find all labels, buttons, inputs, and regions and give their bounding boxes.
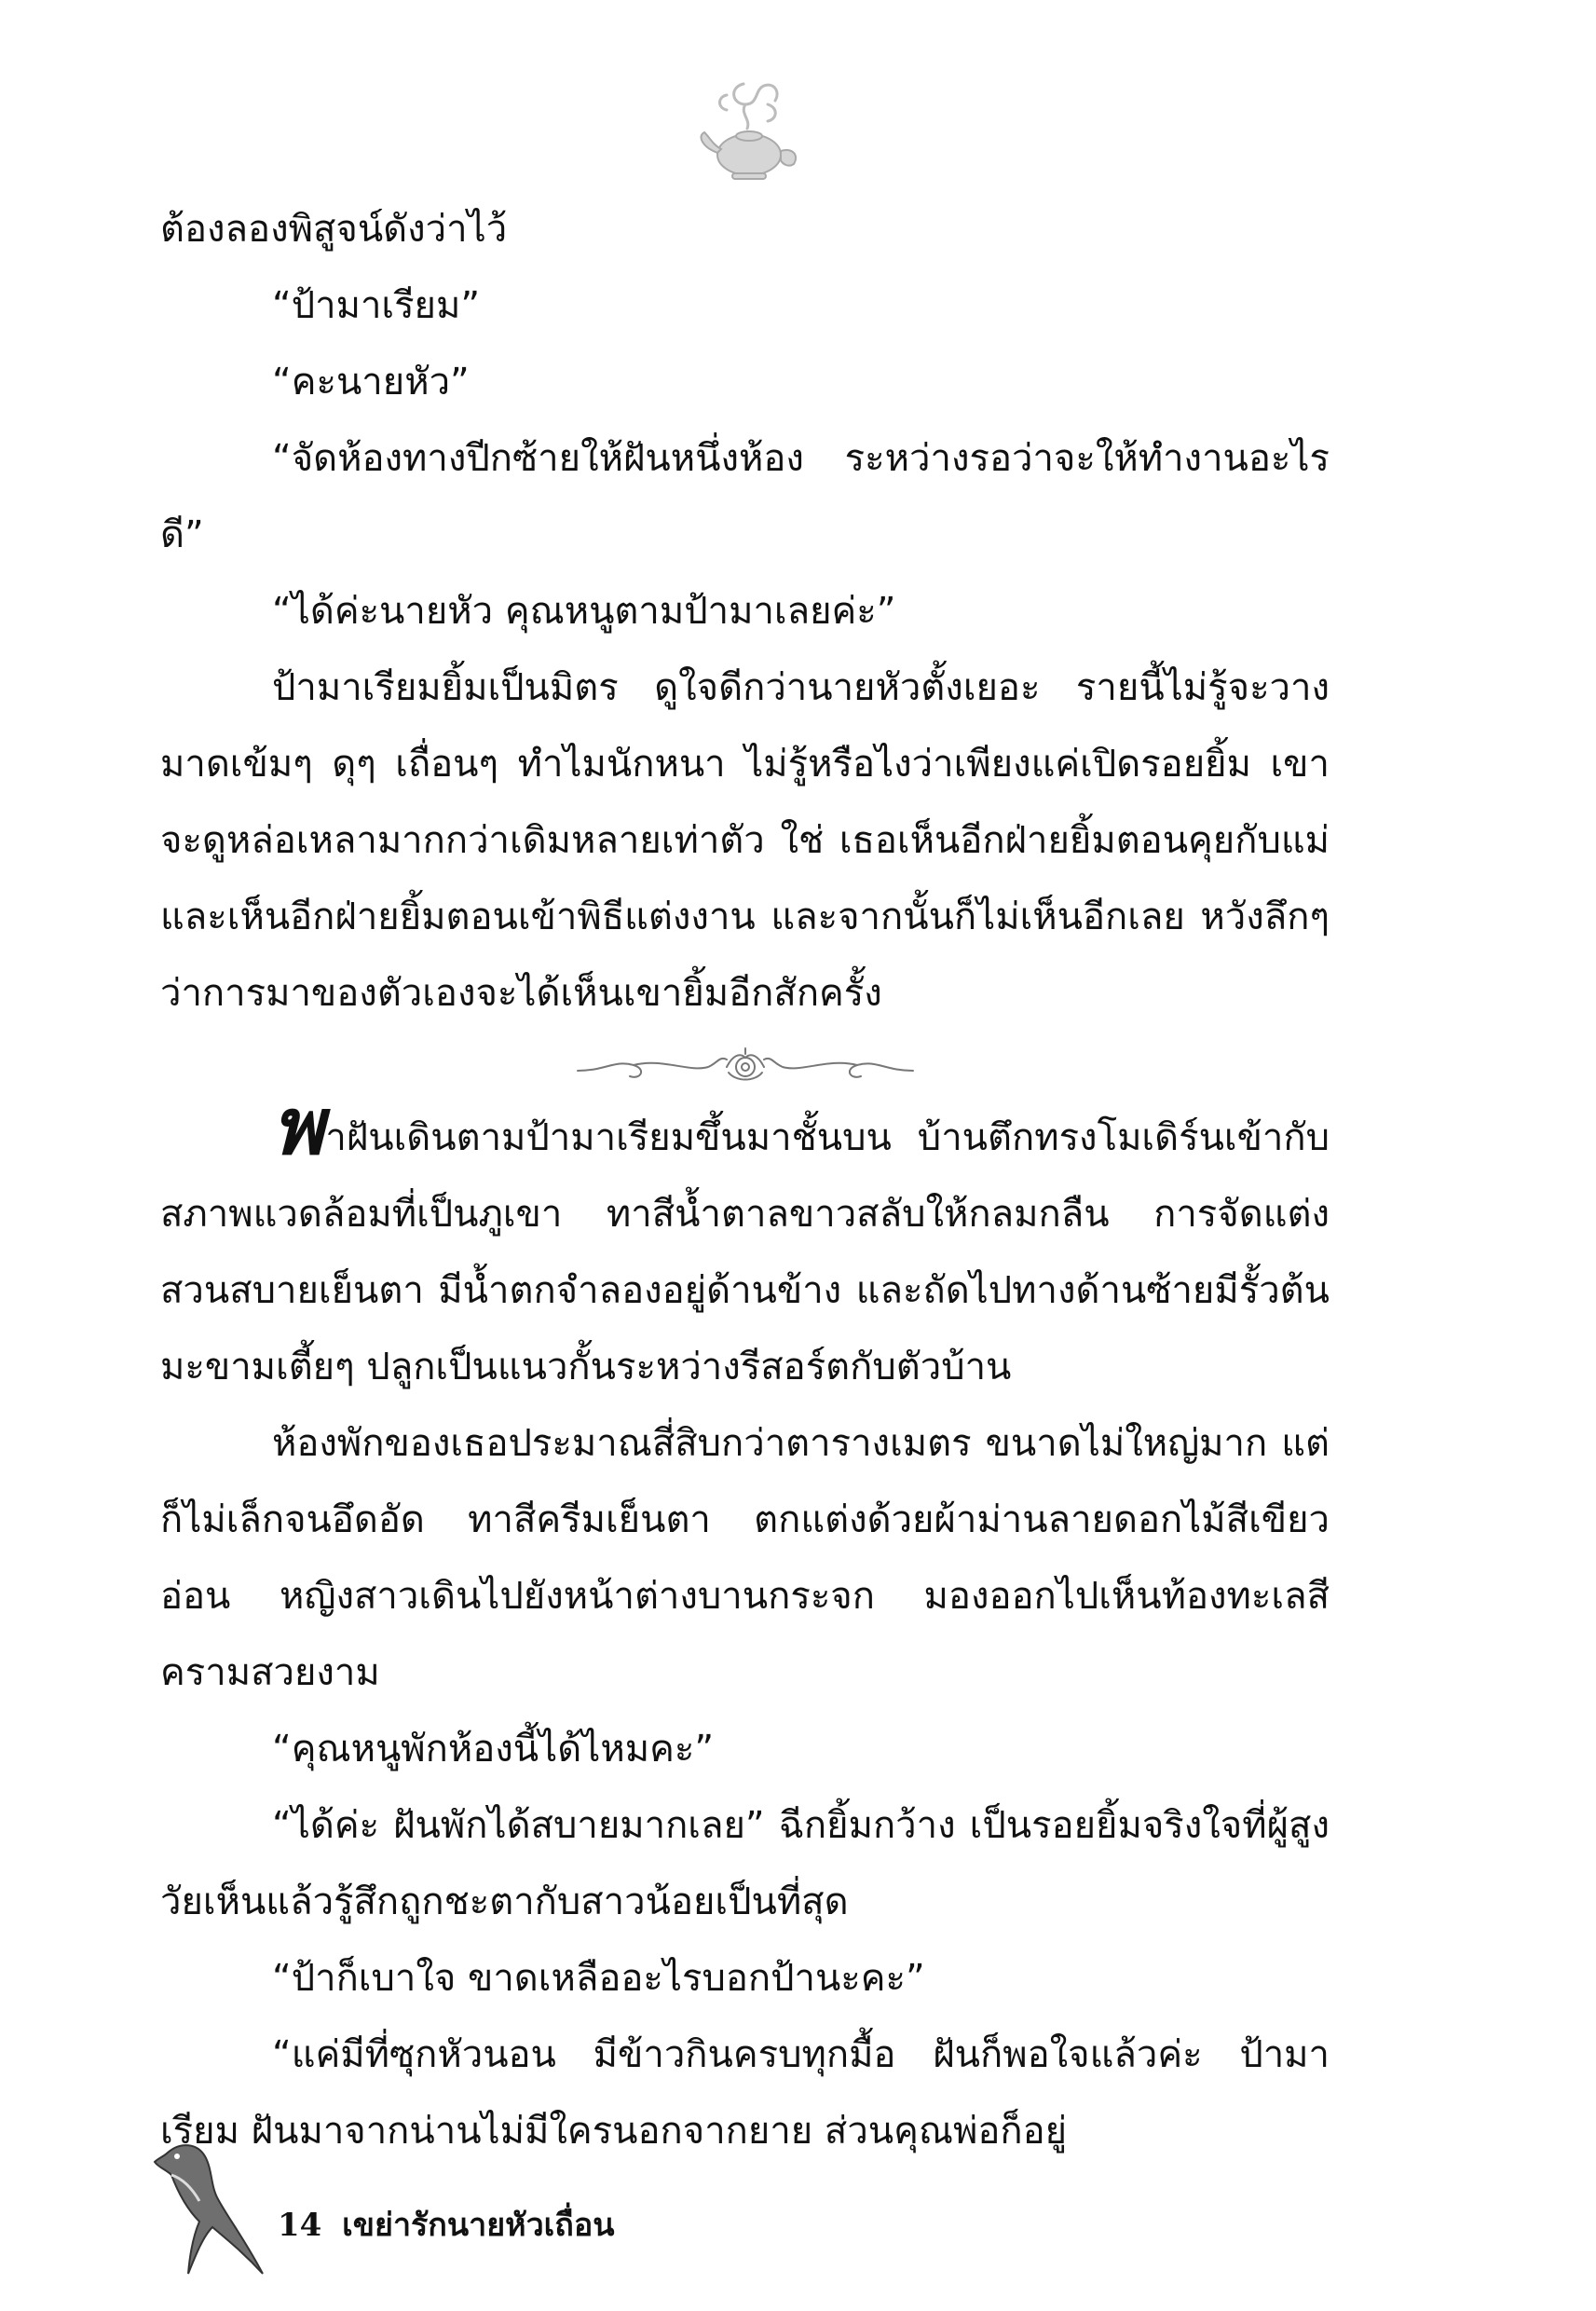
page-number: 14 <box>278 2207 322 2244</box>
paragraph <box>160 1080 1330 1405</box>
drop-cap: พ <box>272 1080 324 1172</box>
teapot-genie-icon <box>689 76 811 198</box>
paragraph: “คุณหนูพักห้องนี้ได้ไหมคะ” <box>272 1728 715 1771</box>
swallow-bird-icon <box>140 2134 280 2283</box>
page-footer <box>140 2134 978 2283</box>
paragraph: ห้องพักของเธอประมาณสี่สิบกว่าตารางเมตร ขนาดไม่ใหญ่มาก แต่ก็ไม่เล็กจนอึดอัด ทาสีครีมเย็นตา ตกแต่งด้วยผ้าม่านลายดอกไม้สีเขียวอ่อน หญิงสาวเดินไปยังหน้าต่างบานกระจก มองออกไปเห็นท้องทะเลสีครามสวยงาม <box>160 1422 1330 1694</box>
paragraph: “ได้ค่ะนายหัว คุณหนูตามป้ามาเลยค่ะ” <box>272 590 896 633</box>
paragraph-text: าฝันเดินตามป้ามาเรียมขึ้นมาชั้นบน บ้านตึกทรงโมเดิร์นเข้ากับสภาพแวดล้อมที่เป็นภูเขา ทาสีน้ำตาลขาวสลับให้กลมกลืน การจัดแต่งสวนสบายเย็นตา มีน้ำตกจำลองอยู่ด้านข้าง และถัดไปทางด้านซ้ายมีรั้วต้นมะขามเตี้ยๆ ปลูกเป็นแนวกั้นระหว่างรีสอร์ตกับตัวบ้าน <box>160 1116 1330 1388</box>
body-text <box>160 191 1330 2169</box>
paragraph: “คะนายหัว” <box>272 361 470 403</box>
section-opening <box>160 1080 1330 1405</box>
floral-divider-icon <box>568 1039 922 1095</box>
paragraph: ป้ามาเรียมยิ้มเป็นมิตร ดูใจดีกว่านายหัวตั้งเยอะ รายนี้ไม่รู้จะวางมาดเข้มๆ ดุๆ เถื่อนๆ ทำไมนักหนา ไม่รู้หรือไงว่าเพียงแค่เปิดรอยยิ้ม เขาจะดูหล่อเหลามากกว่าเดิมหลายเท่าตัว ใช่ เธอเห็นอีกฝ่ายยิ้มตอนคุยกับแม่ และเห็นอีกฝ่ายยิ้มตอนเข้าพิธีแต่งงาน และจากนั้นก็ไม่เห็นอีกเลย หวังลึกๆ ว่าการมาของตัวเองจะได้เห็นเขายิ้มอีกสักครั้ง <box>160 666 1330 1015</box>
paragraph: “จัดห้องทางปีกซ้ายให้ฝันหนึ่งห้อง ระหว่างรอว่าจะให้ทำงานอะไรดี” <box>160 437 1330 556</box>
paragraphs-top <box>160 191 1330 1032</box>
paragraph: “ป้าก็เบาใจ ขาดเหลืออะไรบอกป้านะคะ” <box>272 1957 925 2000</box>
running-footer <box>278 2199 624 2249</box>
paragraph: ต้องลองพิสูจน์ดังว่าไว้ <box>160 208 508 251</box>
paragraph: “แค่มีที่ซุกหัวนอน มีข้าวกินครบทุกมื้อ ฝันก็พอใจแล้วค่ะ ป้ามาเรียม ฝันมาจากน่านไม่มีใครนอกจากยาย ส่วนคุณพ่อก็อยู่ <box>160 2033 1330 2153</box>
book-title: เขย่ารักนายหัวเถื่อน <box>342 2207 615 2244</box>
paragraph: “ได้ค่ะ ฝันพักได้สบายมากเลย” ฉีกยิ้มกว้าง เป็นรอยยิ้มจริงใจที่ผู้สูงวัยเห็นแล้วรู้สึกถูกชะตากับสาวน้อยเป็นที่สุด <box>160 1804 1330 1923</box>
paragraphs-bottom <box>160 1405 1330 2169</box>
paragraph: “ป้ามาเรียม” <box>272 284 481 327</box>
